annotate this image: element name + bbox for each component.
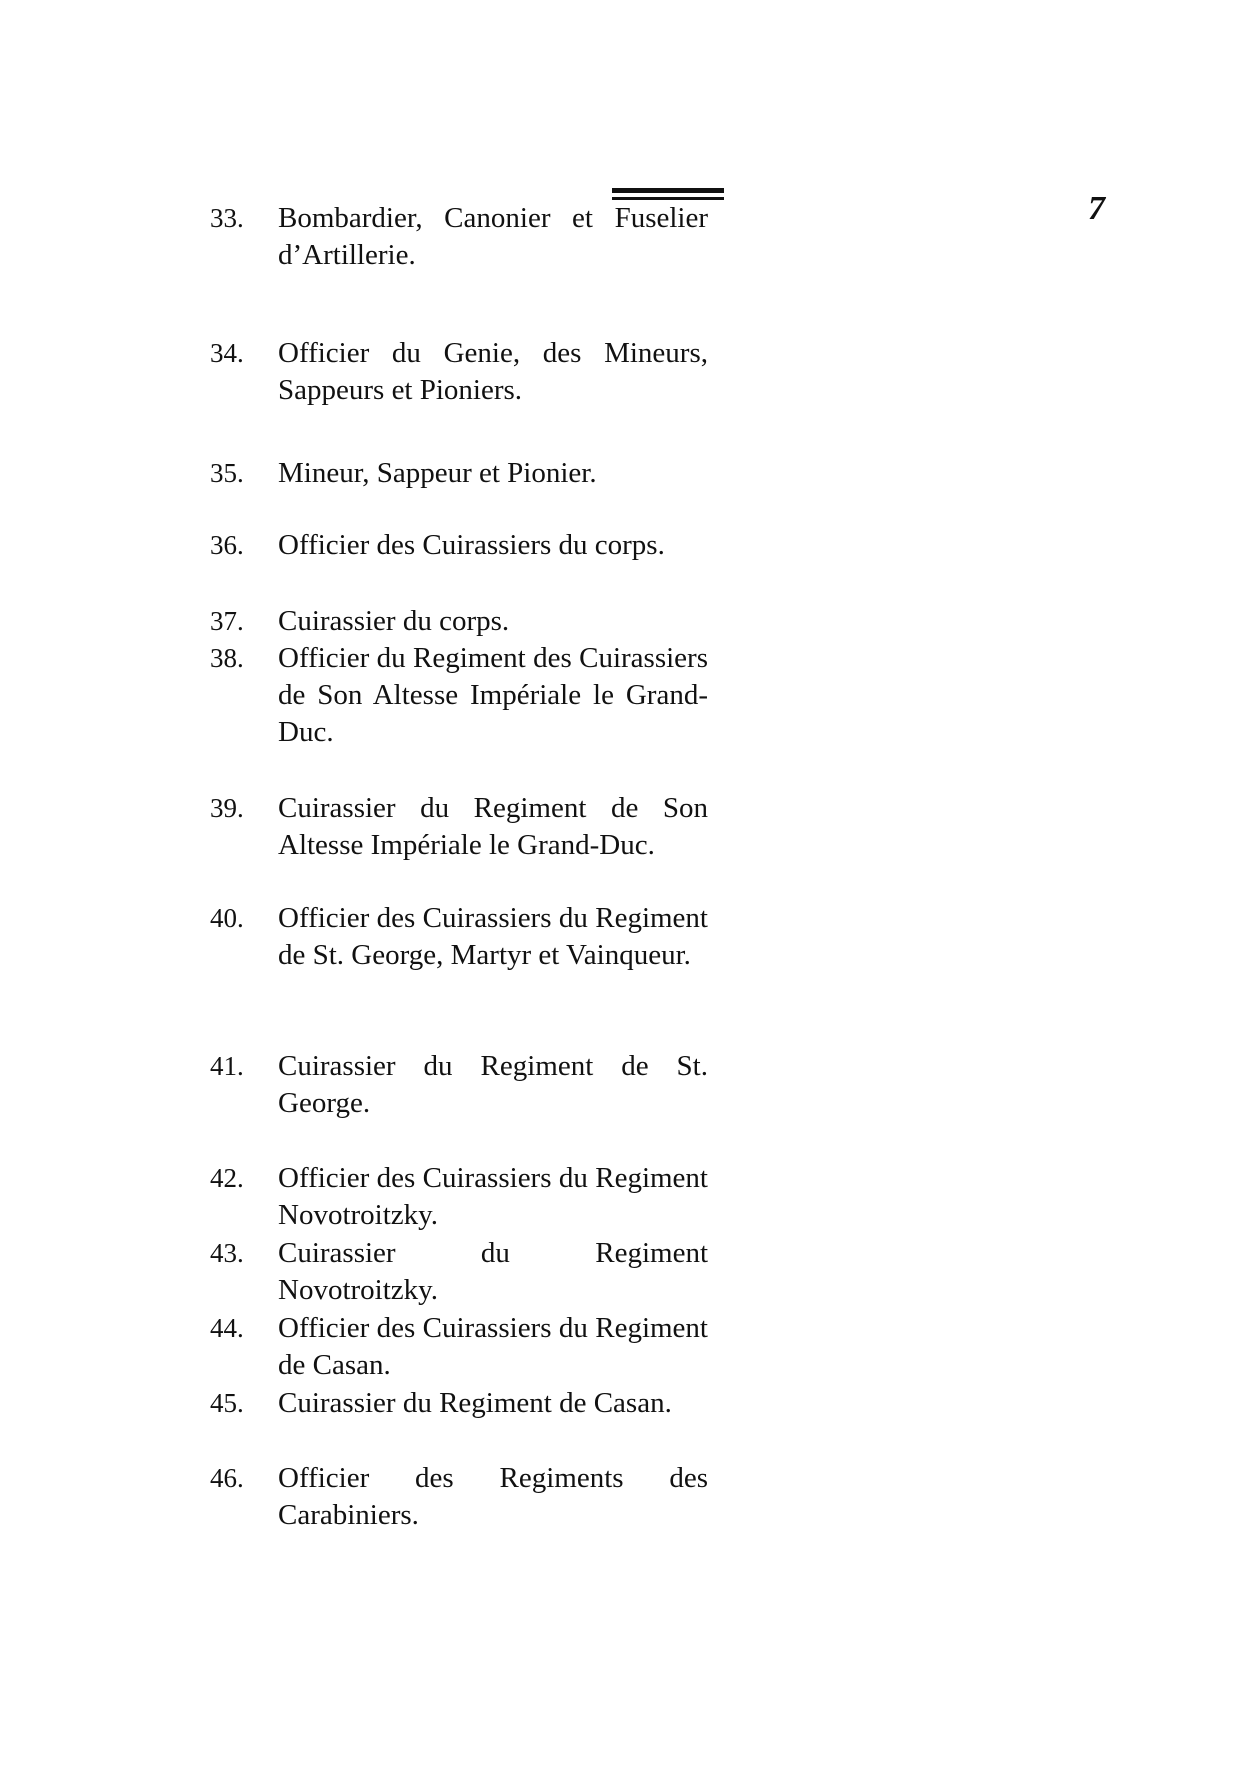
entry-number: 33. [210, 203, 244, 233]
entry-number: 37. [210, 606, 244, 636]
entry-text: Cuirassier du corps. [278, 605, 510, 637]
entry-text: Officier du Regiment des Cuirassiers de Son Altesse Impériale le Grand-Duc. [278, 642, 708, 748]
entry-text: Officier des Cuirassiers du corps. [278, 529, 665, 561]
entry-text: Cuirassier du Regiment Novotroitzky. [278, 1237, 708, 1306]
entry-number: 36. [210, 530, 244, 560]
entry-text: Officier des Regiments des Carabiniers. [278, 1462, 708, 1531]
entry-text: Cuirassier du Regiment de Son Altesse Impériale le Grand-Duc. [278, 792, 708, 861]
entry-number: 38. [210, 643, 244, 673]
entry-number: 35. [210, 458, 244, 488]
entry-text: Officier des Cuirassiers du Regiment de Casan. [278, 1312, 708, 1381]
entry-number: 34. [210, 338, 244, 368]
entry-number: 43. [210, 1238, 244, 1268]
entry-number: 45. [210, 1388, 244, 1418]
header-rule-thick [612, 188, 724, 193]
entry-text: Bombardier, Canonier et Fuselier d’Artillerie. [278, 202, 708, 271]
entry-text: Officier des Cuirassiers du Regiment de St. George, Martyr et Vainqueur. [278, 902, 708, 971]
entry-text: Cuirassier du Regiment de St. George. [278, 1050, 708, 1119]
entry-number: 42. [210, 1163, 244, 1193]
entry-number: 40. [210, 903, 244, 933]
entry-number: 44. [210, 1313, 244, 1343]
entry-text: Mineur, Sappeur et Pionier. [278, 457, 597, 489]
entry-number: 41. [210, 1051, 244, 1081]
entry-text: Cuirassier du Regiment de Casan. [278, 1387, 672, 1419]
entry-number: 39. [210, 793, 244, 823]
entry-text: Officier du Genie, des Mineurs, Sappeurs et Pioniers. [278, 337, 708, 406]
page-number: 7 [1088, 190, 1105, 227]
entry-number: 46. [210, 1463, 244, 1493]
entry-text: Officier des Cuirassiers du Regiment Novotroitzky. [278, 1162, 708, 1231]
